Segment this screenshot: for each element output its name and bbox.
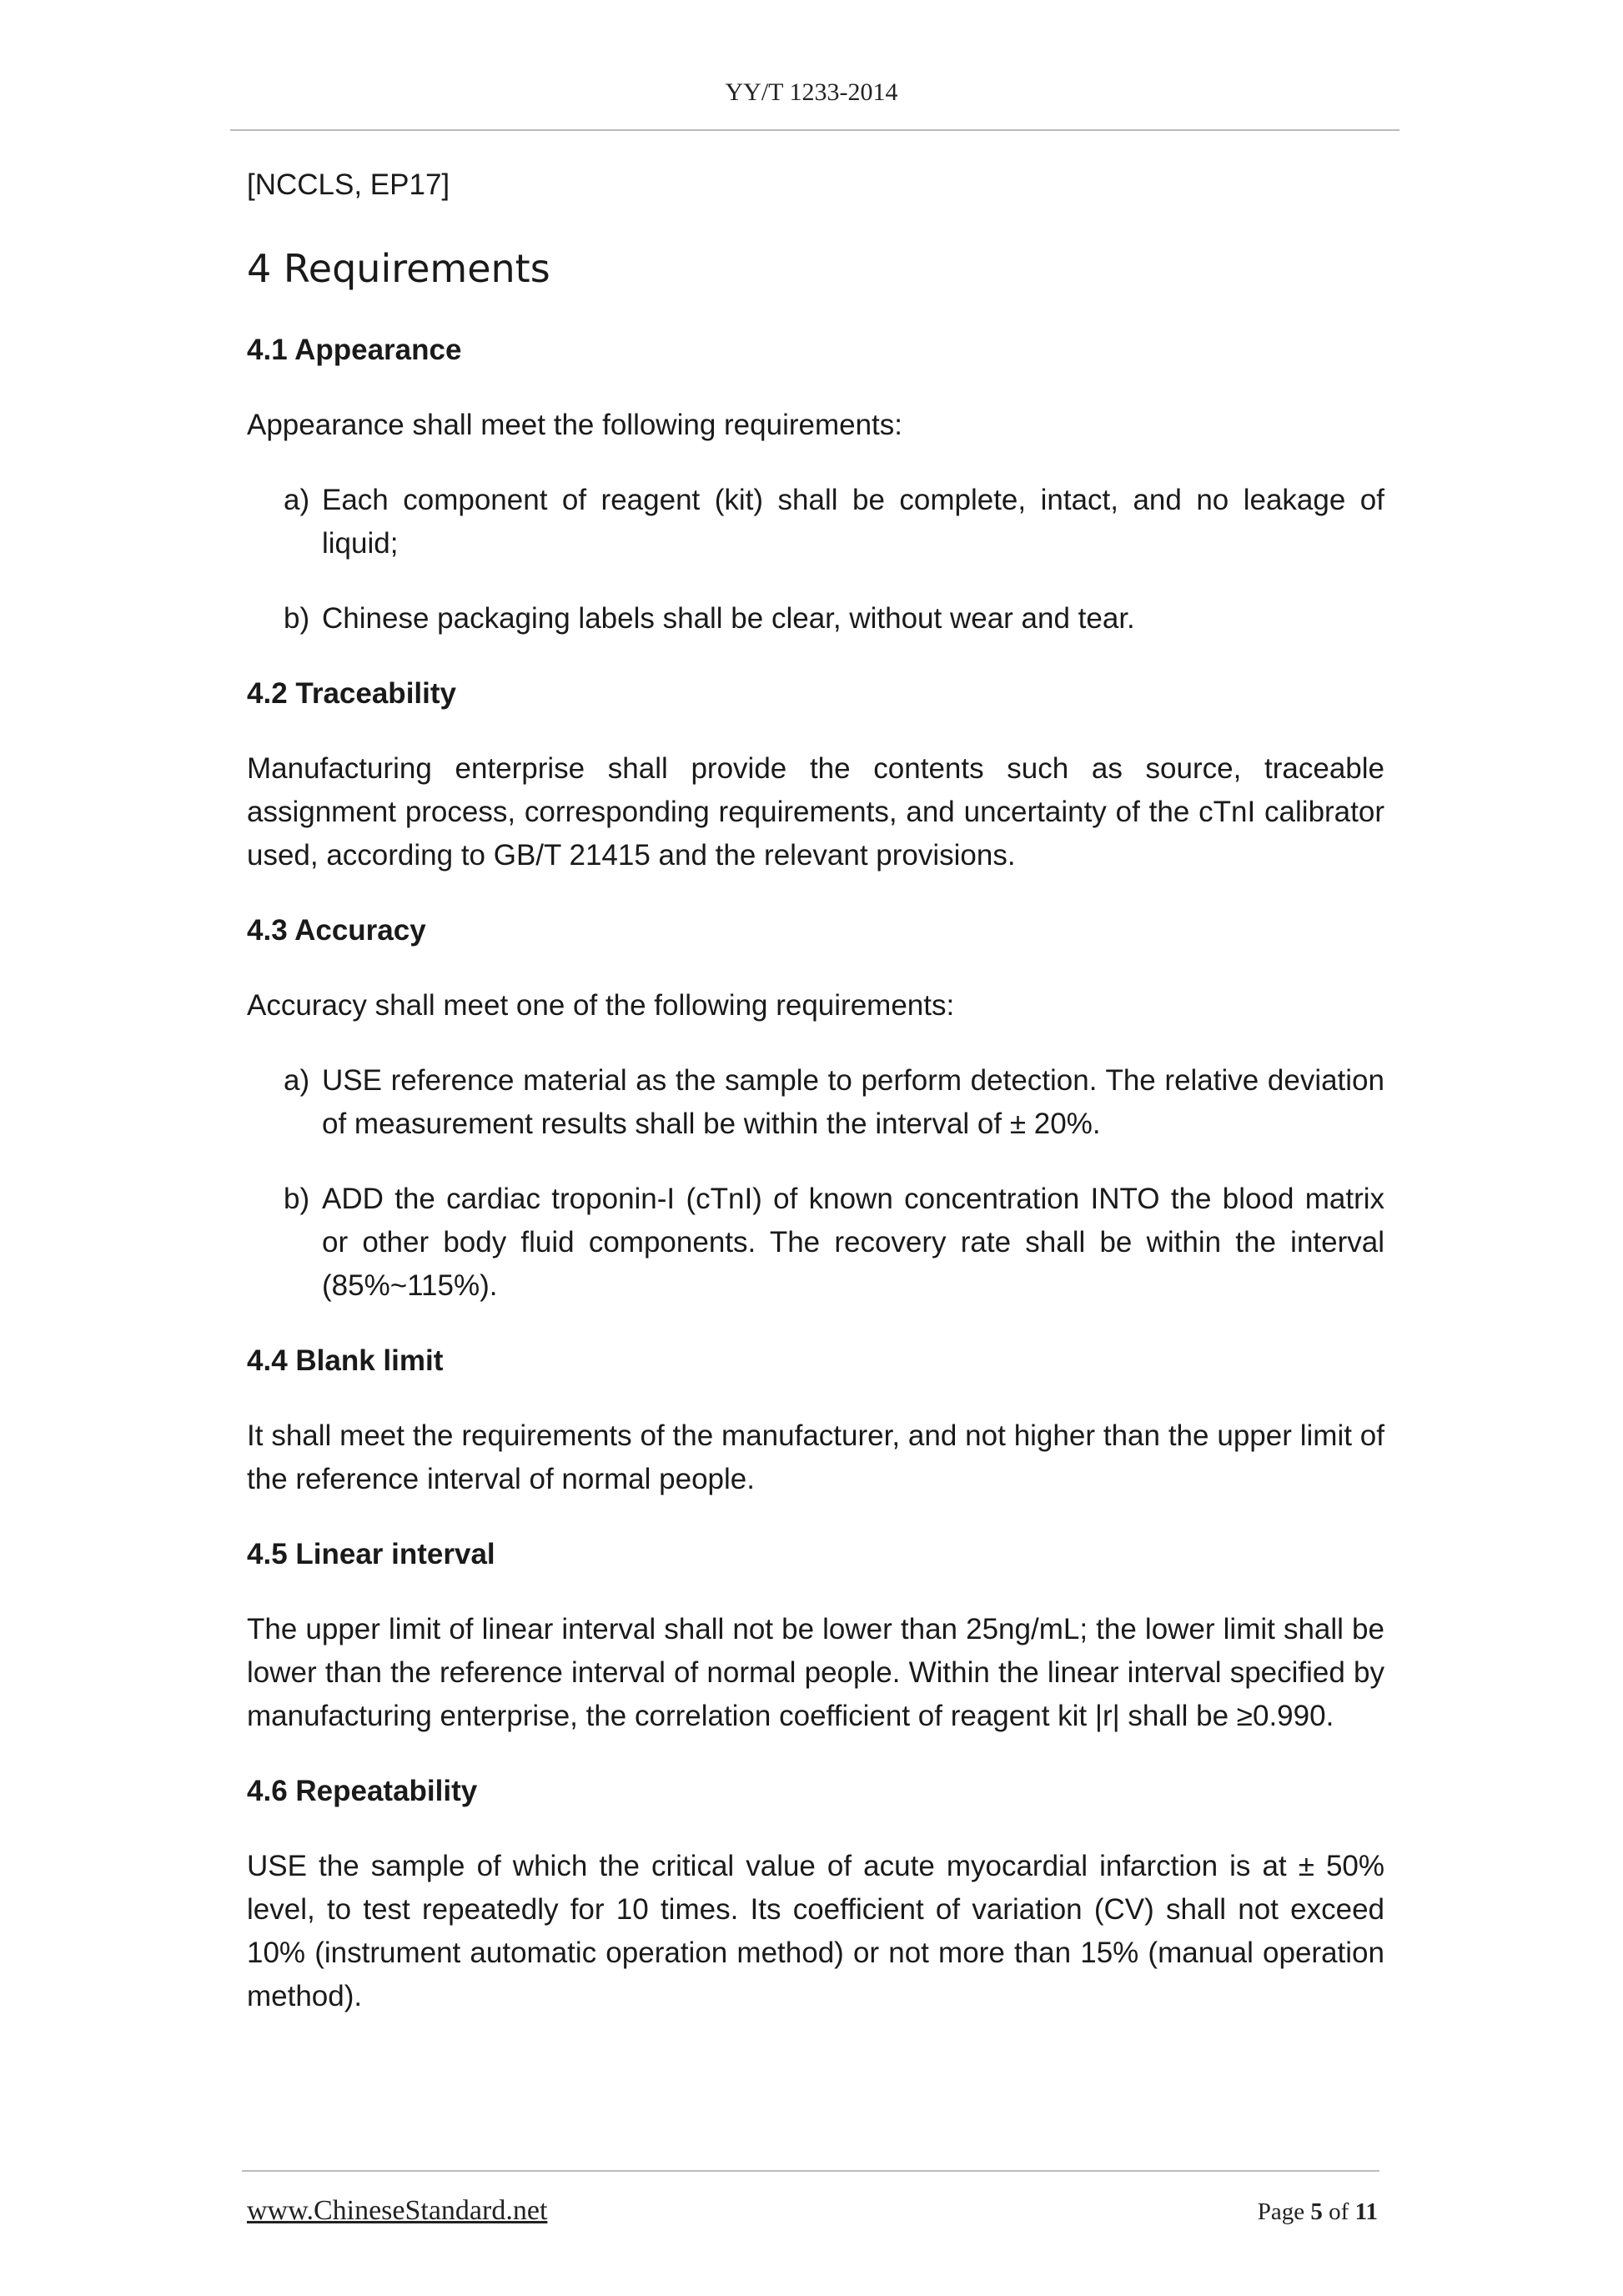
- list-item-text: Each component of reagent (kit) shall be complete, intact, and no leakage of liquid;: [322, 484, 1384, 560]
- page-of: of: [1329, 2198, 1349, 2225]
- list-item-text: USE reference material as the sample to perform detection. The relative deviation of measurement results shall be within the interval of ± 20%.: [322, 1064, 1384, 1140]
- footer-divider: [242, 2170, 1379, 2172]
- section-title: 4 Requirements: [247, 246, 550, 291]
- subsection-title-linear-interval: 4.5 Linear interval: [247, 1538, 495, 1570]
- list-item-text: Chinese packaging labels shall be clear, without wear and tear.: [322, 602, 1135, 635]
- list-marker: b): [284, 602, 310, 635]
- subsection-title-appearance: 4.1 Appearance: [247, 334, 462, 366]
- subsection-title-repeatability: 4.6 Repeatability: [247, 1775, 478, 1807]
- accuracy-list: [247, 1059, 1384, 1308]
- linear-interval-body: The upper limit of linear interval shall not be lower than 25ng/mL; the lower limit shall be lower than the reference interval of normal people. Within the linear interval specified by manufacturing enterprise, the correlation coefficient of reagent kit |r| shall be ≥0.990.: [247, 1613, 1384, 1732]
- document-body: [247, 163, 1384, 2050]
- appearance-intro: Appearance shall meet the following requirements:: [247, 409, 902, 441]
- list-item: [247, 1059, 1384, 1146]
- blank-limit-body: It shall meet the requirements of the manufacturer, and not higher than the upper limit of the reference interval of normal people.: [247, 1419, 1384, 1495]
- header-divider: [230, 129, 1399, 131]
- subsection-title-accuracy: 4.3 Accuracy: [247, 914, 426, 947]
- website-link[interactable]: www.ChineseStandard.net: [247, 2195, 548, 2226]
- list-item-text: ADD the cardiac troponin-I (cTnI) of known concentration INTO the blood matrix or other body fluid components. The recovery rate shall be within the interval (85%~115%).: [322, 1183, 1384, 1302]
- reference-citation: [NCCLS, EP17]: [247, 168, 450, 201]
- page-number: [1258, 2198, 1378, 2226]
- subsection-title-blank-limit: 4.4 Blank limit: [247, 1344, 444, 1377]
- accuracy-intro: Accuracy shall meet one of the following requirements:: [247, 989, 955, 1022]
- list-marker: a): [284, 484, 310, 516]
- list-item: [247, 1178, 1384, 1308]
- list-marker: b): [284, 1183, 310, 1215]
- list-item: [247, 597, 1384, 641]
- appearance-list: [247, 479, 1384, 641]
- page-prefix: Page: [1257, 2198, 1305, 2225]
- page-current: 5: [1310, 2198, 1323, 2225]
- standard-code: YY/T 1233-2014: [725, 78, 898, 106]
- subsection-title-traceability: 4.2 Traceability: [247, 677, 456, 710]
- page-total: 11: [1354, 2198, 1378, 2225]
- list-marker: a): [284, 1064, 310, 1097]
- repeatability-body: USE the sample of which the critical value of acute myocardial infarction is at ± 50% level, to test repeatedly for 10 times. Its coefficient of variation (CV) shall not exceed 10% (instrument automatic operation method) or not more than 15% (manual operation method).: [247, 1850, 1384, 2012]
- list-item: [247, 479, 1384, 565]
- traceability-body: Manufacturing enterprise shall provide the contents such as source, traceable assignment process, corresponding requirements, and uncertainty of the cTnI calibrator used, according to GB/T 21415 and the relevant provisions.: [247, 752, 1384, 872]
